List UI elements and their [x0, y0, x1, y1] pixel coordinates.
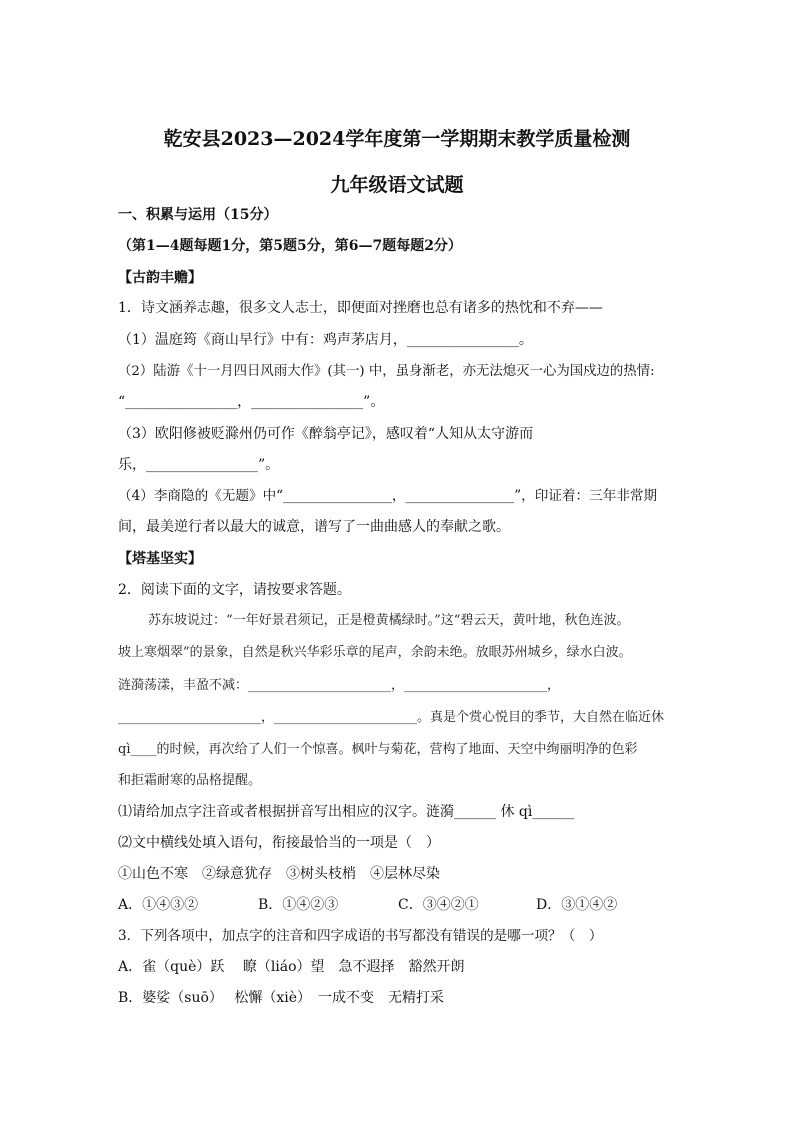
question-1-1: （1）温庭筠《商山早行》中有：鸡声茅店月，________________。	[118, 332, 533, 348]
part-heading-taji: 【塔基坚实】	[118, 551, 202, 567]
section-heading: 一、积累与运用（15分）	[118, 207, 278, 223]
exam-subtitle: 九年级语文试题	[330, 174, 464, 196]
question-1-2-blanks: “________________，________________”。	[118, 394, 385, 410]
passage-line: 涟漪荡漾，丰盈不减：______________________，______________________，	[118, 678, 561, 693]
passage-line: qì____的时候，再次给了人们一个惊喜。枫叶与菊花，营构了地面、天空中绚丽明净的色彩	[118, 742, 638, 757]
passage-line: 和拒霜耐寒的品格提醒。	[118, 773, 262, 788]
passage-line: 苏东坡说过：“一年好景君须记，正是橙黄橘绿时。”这“碧云天，黄叶地，秋色连波。	[148, 613, 630, 628]
question-3-option-b: B．婆娑（suō） 松懈（xiè） 一成不变 无精打采	[118, 990, 445, 1006]
passage-line: ______________________，______________________。真是个赏心悦目的季节，大自然在临近休	[118, 710, 665, 725]
question-3-option-a: A．雀（què）跃 瞭（liáo）望 急不遐择 豁然开朗	[118, 959, 465, 975]
question-2: 2．阅读下面的文字，请按要求答题。	[118, 582, 351, 598]
option-c: C．③④②①	[398, 897, 479, 913]
exam-title: 乾安县2023—2024学年度第一学期期末教学质量检测	[163, 128, 631, 150]
question-2-1: ⑴请给加点字注音或者根据拼音写出相应的汉字。涟漪______ 休 qì______	[118, 804, 575, 820]
passage-line: 坡上寒烟翠”的景象，自然是秋兴华彩乐章的尾声，余韵未绝。放眼苏州城乡，绿水白波。	[118, 645, 632, 660]
question-2-2: ⑵文中横线处填入语句，衔接最恰当的一项是（ ）	[118, 835, 440, 851]
question-2-items: ①山色不寒 ②绿意犹存 ③树头枝梢 ④层林尽染	[118, 866, 440, 882]
question-1: 1．诗文涵养志趣，很多文人志士，即便面对挫磨也总有诸多的热忱和不弃——	[118, 300, 603, 316]
question-1-4-cont: 间，最美逆行者以最大的诚意，谱写了一曲曲感人的奉献之歌。	[118, 519, 510, 535]
question-1-3: （3）欧阳修被贬滁州仍可作《醉翁亭记》，感叹着“人知从太守游而	[118, 426, 534, 442]
option-b: B．①④②③	[258, 897, 339, 913]
part-heading-guyun: 【古韵丰赡】	[118, 270, 202, 286]
question-3: 3．下列各项中，加点字的注音和四字成语的书写都没有错误的是哪一项？（ ）	[118, 928, 603, 944]
question-1-4: （4）李商隐的《无题》中“________________，________________”，印证着：三年非常期	[118, 488, 658, 504]
option-a: A．①④③②	[118, 897, 199, 913]
question-1-3-blank: 乐，________________”。	[118, 457, 280, 473]
option-d: D．③①④②	[536, 897, 618, 913]
question-1-2: （2）陆游《十一月四日风雨大作》(其一) 中，虽身渐老，亦无法熄灭一心为国戍边的热情:	[118, 364, 655, 379]
section-note: （第1—4题每题1分，第5题5分，第6—7题每题2分）	[118, 238, 462, 254]
